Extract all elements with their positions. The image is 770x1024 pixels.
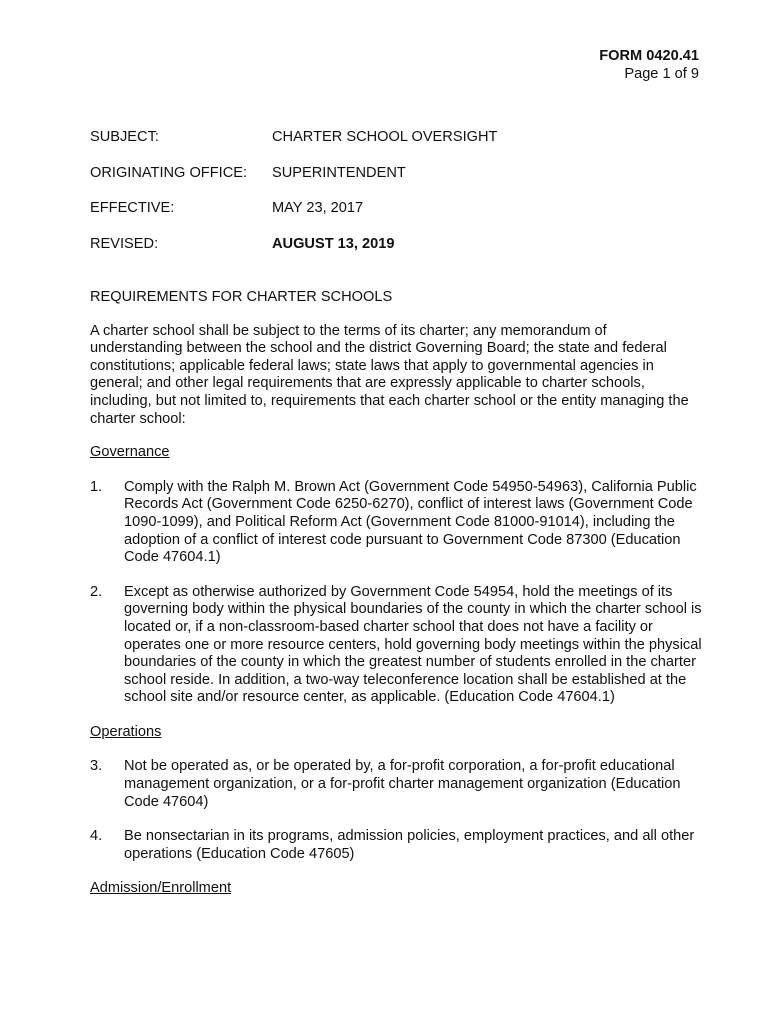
list-item xyxy=(90,584,702,707)
item-number: 4. xyxy=(90,828,103,845)
section-heading-admission-enrollment: Admission/Enrollment xyxy=(90,880,232,897)
meta-row-revised xyxy=(90,236,497,272)
form-header xyxy=(599,48,699,83)
meta-label: ORIGINATING OFFICE: xyxy=(90,164,248,181)
meta-row-originating-office xyxy=(90,165,497,201)
page-indicator: Page 1 of 9 xyxy=(624,65,699,82)
item-text: Be nonsectarian in its programs, admission policies, employment practices, and all other operations (Education Code 47605) xyxy=(124,828,695,862)
meta-row-effective xyxy=(90,200,497,236)
intro-paragraph: A charter school shall be subject to the terms of its charter; any memorandum of understanding between the school and the district Governing Board; the state and federal constitutions; applicable federal laws; state laws that apply to governmental agencies in general; and other legal requirements that are expressly applicable to charter schools, including, but not limited to, requirements that each charter school or the entity managing the charter school: xyxy=(90,322,689,427)
form-number: FORM 0420.41 xyxy=(599,48,699,64)
meta-value: SUPERINTENDENT xyxy=(272,164,406,181)
item-number: 3. xyxy=(90,758,103,775)
item-number: 1. xyxy=(90,478,103,495)
meta-value: CHARTER SCHOOL OVERSIGHT xyxy=(272,129,498,145)
section-heading-operations: Operations xyxy=(90,723,162,740)
section-heading-governance: Governance xyxy=(90,444,170,461)
list-item xyxy=(90,479,702,567)
document-body xyxy=(90,289,702,915)
item-number: 2. xyxy=(90,583,103,600)
meta-value: AUGUST 13, 2019 xyxy=(272,235,395,252)
item-text: Comply with the Ralph M. Brown Act (Government Code 54950-54963), California Public Records Act (Government Code 6250-6270), conflict of interest laws (Government Code 1090-1099), and Political Reform Act (Government Code 81000-91014), including the adoption of a conflict of interest code pursuant to Government Code 87300 (Education Code 47604.1) xyxy=(124,478,697,566)
meta-row-subject xyxy=(90,129,497,165)
meta-value: MAY 23, 2017 xyxy=(272,200,364,216)
list-item xyxy=(90,758,702,811)
section-title: REQUIREMENTS FOR CHARTER SCHOOLS xyxy=(90,289,393,305)
meta-label: EFFECTIVE: xyxy=(90,200,175,216)
meta-label: REVISED: xyxy=(90,235,159,252)
item-text: Except as otherwise authorized by Government Code 54954, hold the meetings of its governing body within the physical boundaries of the county in which the charter school is located or, if a non-classroom-based charter school that does not have a facility or operates one or more resource centers, hold governing body meetings within the physical boundaries of the county in which the greatest number of students enrolled in the charter school reside. In addition, a two-way teleconference location shall be established at the school site and/or resource center, as applicable. (Education Code 47604.1) xyxy=(124,583,702,706)
metadata-block xyxy=(90,129,497,271)
list-item xyxy=(90,828,702,863)
item-text: Not be operated as, or be operated by, a for-profit corporation, a for-profit educational management organization, or a for-profit charter management organization (Education Code 47604) xyxy=(124,758,681,810)
meta-label: SUBJECT: xyxy=(90,129,159,145)
